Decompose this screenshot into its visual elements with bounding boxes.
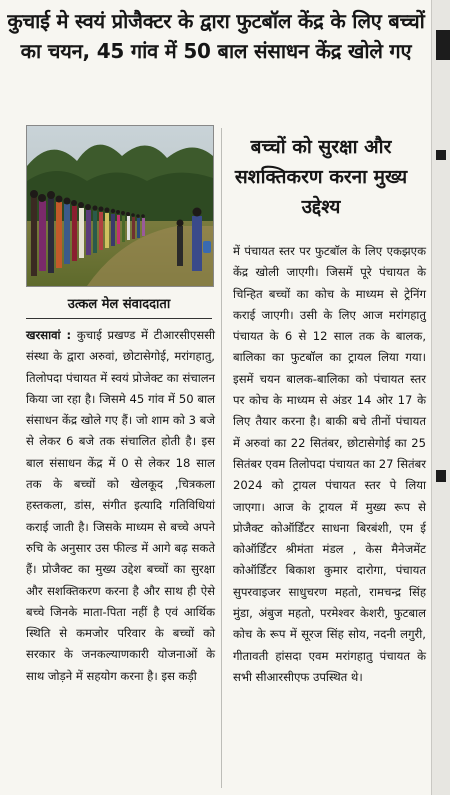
article-body-right-column — [233, 241, 426, 688]
column-divider — [221, 128, 222, 788]
adjacent-page-strip — [431, 0, 450, 795]
body-text-left: कुचाई प्रखण्ड में टीआरसीएससी संस्था के द्वारा अरुवां, छोटासेगोई, मरांगहातु, तिलोपदा पंचायत में स्वयं प्रोजेक्ट का संचालन किया जा रहा है। जिसमे 45 गांव में 50 बाल संसाधन केंद्र खोले गए हैं। जो शाम को 3 बजे से लेकर 6 बजे तक संचालित होती है। इस बाल संसाधन केंद्र में 0 से लेकर 18 साल तक के बच्चों को खेलकूद ,चित्रकला हस्तकला, डांस, संगीत इत्यादि गतिविधियां कराई जाती है। जिसके माध्यम से बच्चे अपने रुचि के अनुसार उस फील्ड में आगे बढ़ सकते हैं। प्रोजैक्ट का मुख्य उद्देश बच्चों का सुरक्षा और सशक्तिकरण करना है और साथ ही ऐसे बच्चे जिनके माता-पिता नहीं है एवं आर्थिक स्थिति से कमजोर परिवार के बच्चों को सरकार के जनकल्याणकारी योजनाओं के साथ जोड़ने में सहयोग करना है। इस कड़ी — [26, 328, 216, 683]
crowd-photo-illustration — [27, 126, 213, 286]
article-body-left-column — [26, 325, 215, 687]
article-subheadline: बच्चों को सुरक्षा और सशक्तिकरण करना मुख्य उद्देश्य — [234, 136, 408, 218]
body-text-right: में पंचायत स्तर पर फुटबॉल के लिए एकझएक केंद्र खोली जाएगी। जिसमें पूरे पंचायत के चिन्हित बच्चों का कोच के माध्यम से ट्रेनिंग कराई जाएगी। उसी के लिए आज मरांगहातु पंचायत के 6 से 12 साल तक के बालक, बालिका का फुटबॉल का ट्रायल लिया गया। इसमें चयन बालक-बालिका को पंचायत स्तर पर कोच के माध्यम से अंडर 14 ओर 17 के लिए तैयार करना है। बाकी बचे तीनों पंचायत में अरुवां का 22 सितंबर, छोटासेगोई का 25 सितंबर एवम तिलोपदा पंचायत का 27 सितंबर 2024 को ट्रायल पंचायत स्तर पे लिया जाएगा। आज के ट्रायल में मुख्य रूप से प्रोजैक्ट कोऑर्डिंटर साधना बिरबंशी, एम ई कोऑर्डिंटर श्रीमंता मंडल , केस मैनेजमेंट कोऑर्डिंटर बिकाश कुमार दारोगा, पंचायत सुपरवाइजर साधुचरण महतो, रामचन्द्र सिंह मुंडा, अंबुज महतो, परमेश्वर केशरी, फुटबाल कोच के रूप में सूरज सिंह सोय, नदनी लगुरी, गीतावती हांसदा एवम मरांगहातु पंचायत के सभी सीआरसीएफ उपस्थित थे। — [233, 244, 426, 684]
article-headline: कुचाई मे स्वयं प्रोजैक्टर के द्वारा फुटबॉल केंद्र के लिए बच्चों का चयन, 45 गांव में 50 बाल संसाधन केंद्र खोले गए — [7, 9, 425, 63]
article-photo — [26, 125, 214, 287]
byline-divider — [26, 318, 212, 319]
dateline: खरसावां : — [26, 328, 72, 342]
byline: उत्कल मेल संवाददाता — [67, 297, 171, 312]
